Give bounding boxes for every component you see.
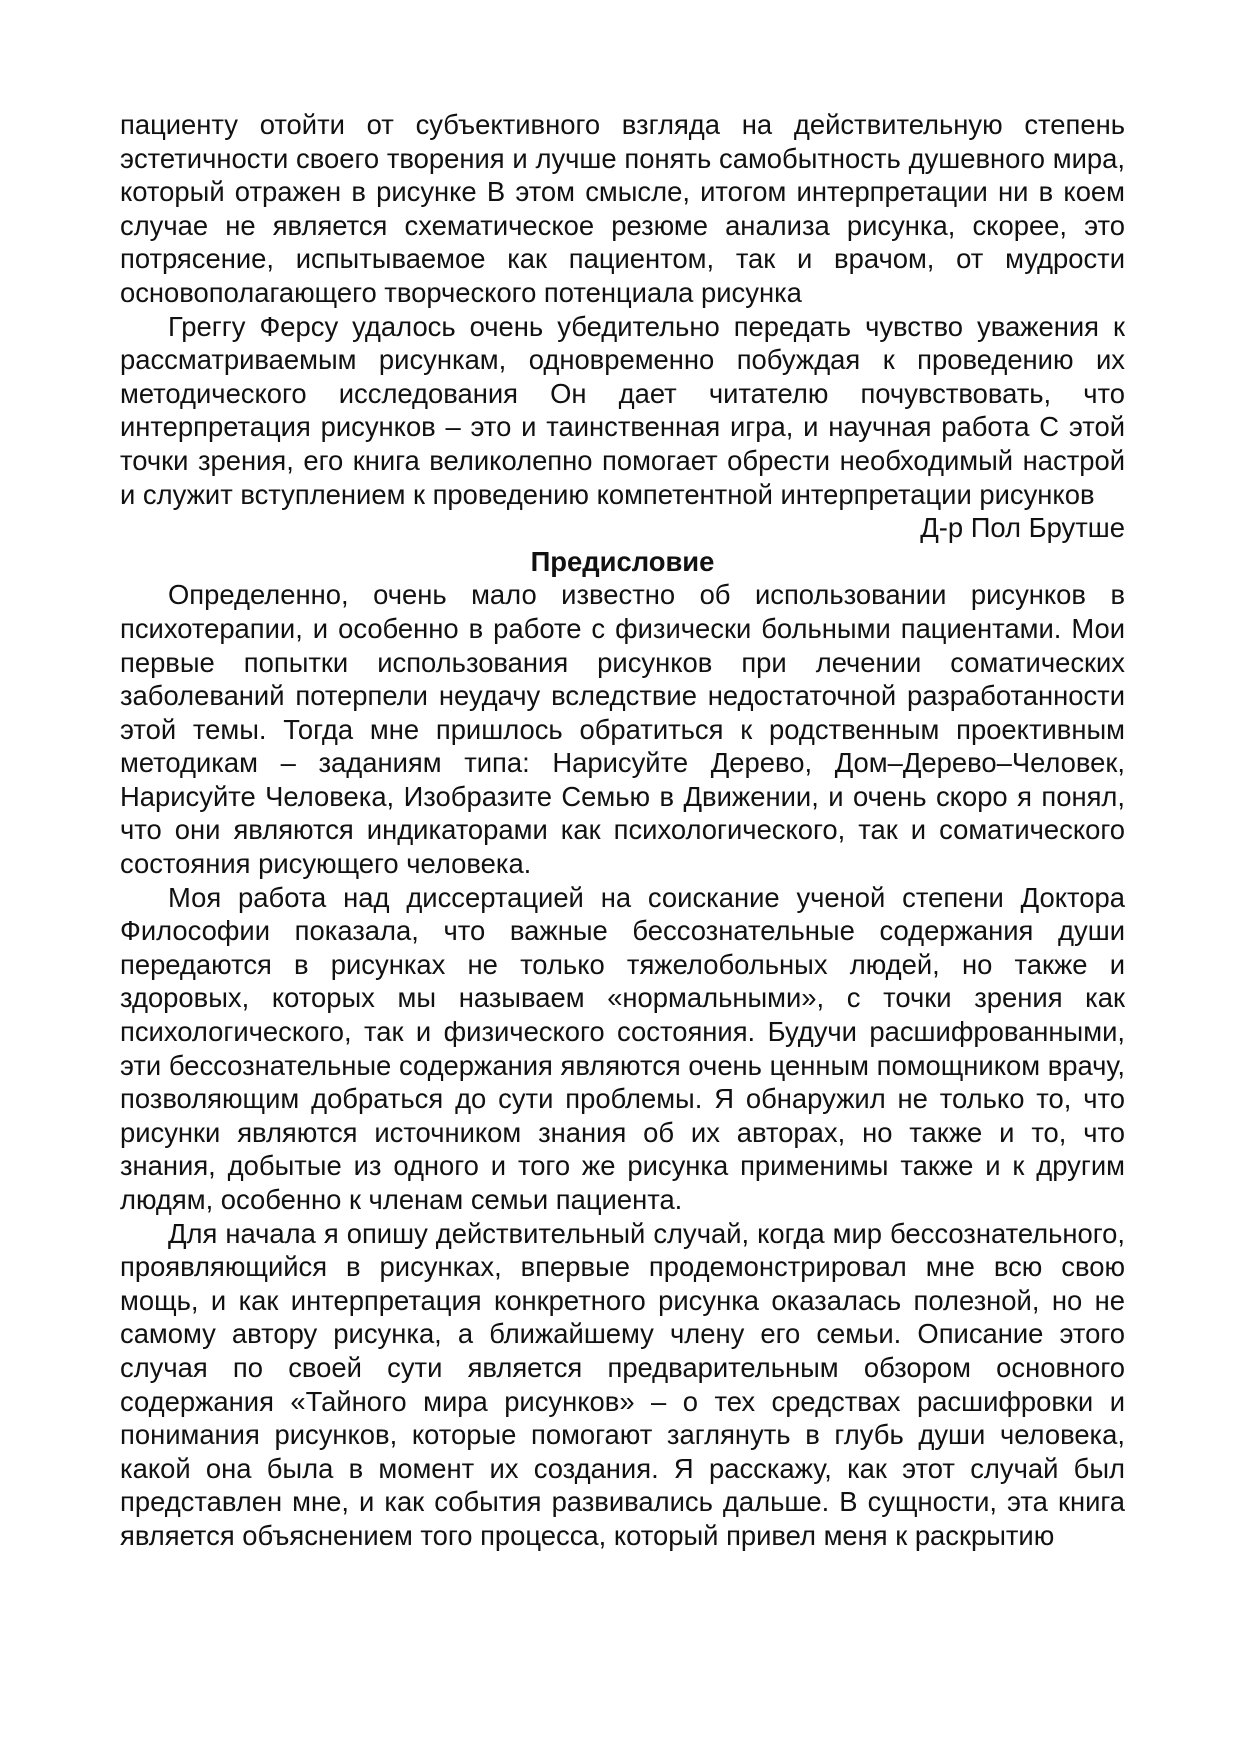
paragraph-fers-praise: Греггу Ферсу удалось очень убедительно передать чувство уважения к рассматриваемым рисункам, одновременно побуждая к проведению их методического исследования Он дает читателю почувствовать, что интерпретация рисунков – это и таинственная игра, и научная работа С этой точки зрения, его книга великолепно помогает обрести необходимый настрой и служит вступлением к проведению компетентной интерпретации рисунков [120, 310, 1125, 510]
section-heading: Предисловие [530, 545, 715, 577]
paragraph-preface-1: Определенно, очень мало известно об использовании рисунков в психотерапии, и особенно в работе с физически больными пациентами. Мои первые попытки использования рисунков при лечении соматических заболеваний потерпели неудачу вследствие недостаточной разработанности этой темы. Тогда мне пришлось обратиться к родственным проективным методикам – заданиям типа: Нарисуйте Дерево, Дом–Дерево–Человек, Нарисуйте Человека, Изобразите Семью в Движении, и очень скоро я понял, что они являются индикаторами как психологического, так и соматического состояния рисующего человека. [120, 579, 1125, 880]
paragraph-preface-3: Для начала я опишу действительный случай, когда мир бессознательного, проявляющийся в рисунках, впервые продемонстрировал мне всю свою мощь, и как интерпретация конкретного рисунка оказалась полезной, но не самому автору рисунка, а ближайшему члену его семьи. Описание этого случая по своей сути является предварительным обзором основного содержания «Тайного мира рисунков» – о тех средствах расшифровки и понимания рисунков, которые помогают заглянуть в глубь души человека, какой она была в момент их создания. Я расскажу, как этот случай был представлен мне, и как события развивались дальше. В сущности, эта книга является объяснением того процесса, который привел меня к раскрытию [120, 1217, 1125, 1551]
signature: Д-р Пол Брутше [920, 512, 1125, 544]
paragraph-preface-2: Моя работа над диссертацией на соискание ученой степени Доктора Философии показала, что важные бессознательные содержания души передаются в рисунках не только тяжелобольных людей, но также и здоровых, которых мы называем «нормальными», с точки зрения как психологического, так и физического состояния. Будучи расшифрованными, эти бессознательные содержания являются очень ценным помощником врачу, позволяющим добраться до сути проблемы. Я обнаружил не только то, что рисунки являются источником знания об их авторах, но также и то, что знания, добытые из одного и того же рисунка применимы также и к другим людям, особенно к членам семьи пациента. [120, 881, 1125, 1215]
paragraph-continuation: пациенту отойти от субъективного взгляда на действительную степень эстетичности своего творения и лучше понять самобытность душевного мира, который отражен в рисунке В этом смысле, итогом интерпретации ни в коем случае не является схематическое резюме анализа рисунка, скорее, это потрясение, испытываемое как пациентом, так и врачом, от мудрости основополагающего творческого потенциала рисунка [120, 109, 1125, 308]
document-page [120, 108, 1125, 1553]
